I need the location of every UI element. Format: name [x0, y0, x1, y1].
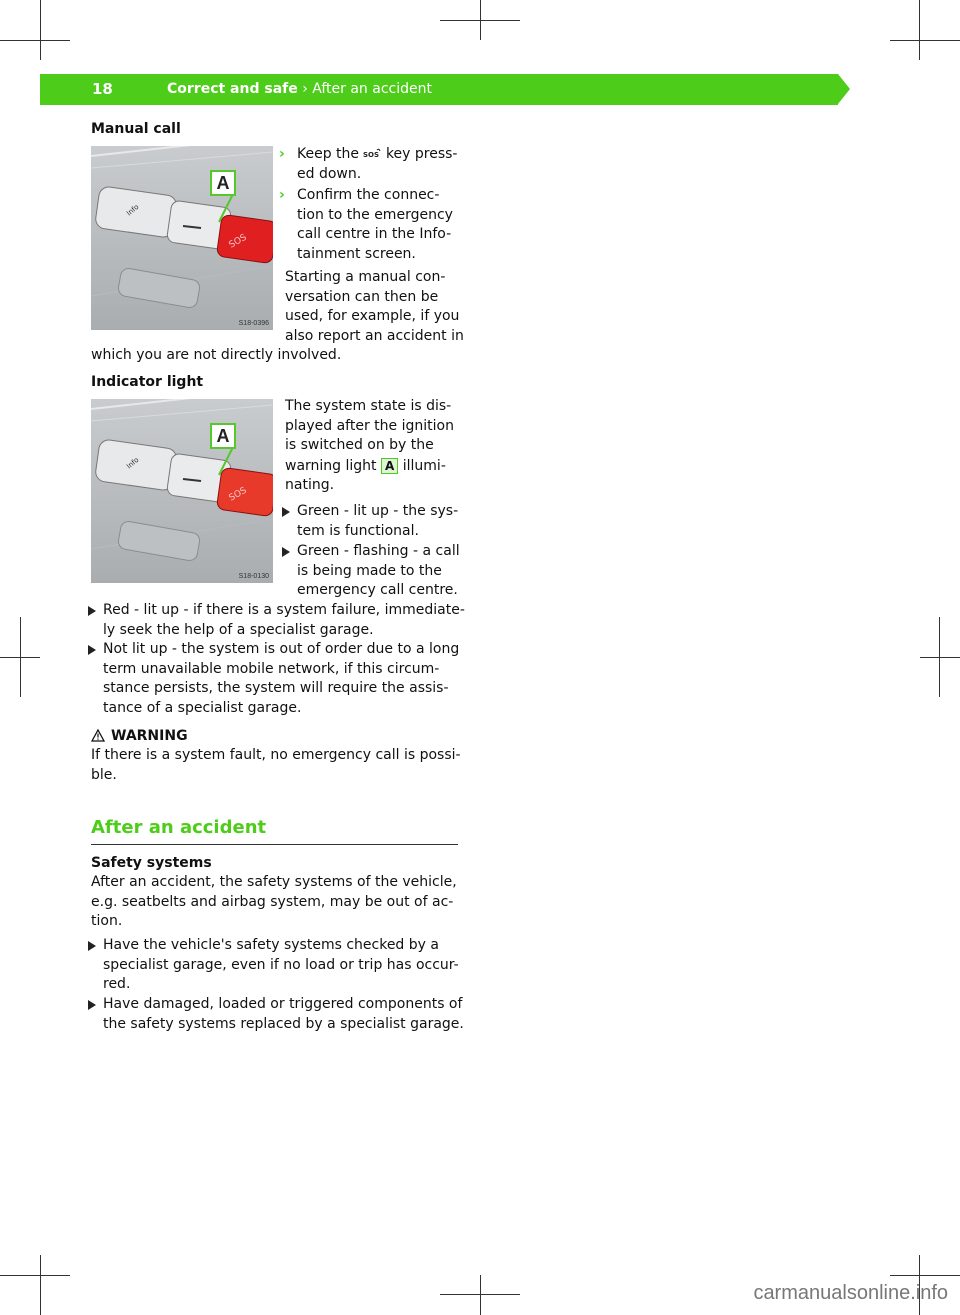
crop-mark	[480, 0, 481, 40]
svg-text:SOS: SOS	[227, 485, 249, 504]
safety-systems-heading: Safety systems	[91, 855, 212, 871]
svg-text:Info: Info	[125, 455, 141, 471]
manual-call-paragraph-tail: which you are not directly involved.	[91, 347, 342, 363]
crop-mark	[890, 40, 960, 41]
manual-call-heading: Manual call	[91, 121, 181, 137]
crop-mark	[890, 1275, 960, 1276]
svg-text:SOS: SOS	[363, 151, 380, 159]
step-item: › Confirm the connec- tion to the emergency call centre in the Info- tainment screen.	[279, 187, 453, 262]
crop-mark	[40, 0, 41, 60]
crop-mark	[0, 1275, 70, 1276]
figure-code: S18-0130	[238, 573, 269, 580]
page-number: 18	[92, 80, 113, 98]
crop-mark	[939, 617, 940, 697]
crop-mark	[480, 1275, 481, 1315]
manual-call-figure	[91, 146, 273, 330]
breadcrumb-separator: ›	[302, 81, 308, 97]
crop-mark	[40, 1255, 41, 1315]
chevron-right-icon: ›	[279, 146, 285, 162]
page-header-bar	[40, 74, 838, 105]
triangle-bullet-icon	[88, 645, 96, 655]
manual-call-paragraph: Starting a manual con- versation can then be used, for example, if you also report an accident in	[285, 269, 464, 344]
step-item: › Keep the SOS key press- ed down.	[279, 146, 458, 182]
safety-systems-intro: After an accident, the safety systems of the vehicle, e.g. seatbelts and airbag system, may be out of ac- tion.	[91, 874, 457, 929]
list-item: Have damaged, loaded or triggered components of the safety systems replaced by a specialist garage.	[103, 995, 465, 1034]
callout-a: A	[210, 170, 236, 196]
crop-mark	[920, 657, 960, 658]
list-item: Not lit up - the system is out of order due to a long term unavailable mobile network, if this circum- stance persists, the system will require the assis- tance of a specialist garage.	[103, 640, 465, 718]
crop-mark	[0, 40, 70, 41]
list-item: Red - lit up - if there is a system failure, immediate- ly seek the help of a specialist garage.	[103, 601, 465, 640]
list-item: Green - lit up - the sys- tem is functional.	[297, 502, 465, 541]
list-item: Have the vehicle's safety systems checked by a specialist garage, even if no load or trip has occur- red.	[103, 936, 465, 995]
overhead-console-illustration	[91, 146, 273, 330]
list-item: Green - flashing - a call is being made to the emergency call centre.	[297, 542, 465, 601]
svg-text:Info: Info	[125, 202, 141, 218]
chevron-right-icon: ›	[279, 187, 285, 203]
crop-mark	[919, 0, 920, 60]
overhead-console-illustration	[91, 399, 273, 583]
triangle-bullet-icon	[282, 547, 290, 557]
triangle-bullet-icon	[88, 1000, 96, 1010]
breadcrumb-section[interactable]: Correct and safe	[167, 81, 298, 97]
triangle-bullet-icon	[88, 941, 96, 951]
indicator-intro: The system state is dis- played after the ignition is switched on by the warning light A illumi- nating.	[285, 398, 454, 493]
watermark: carmanualsonline.info	[753, 1282, 948, 1304]
sos-key-icon	[363, 147, 381, 159]
warning-text: If there is a system fault, no emergency call is possi- ble.	[91, 747, 461, 783]
figure-code: S18-0396	[238, 320, 269, 327]
callout-a: A	[210, 423, 236, 449]
indicator-figure	[91, 399, 273, 583]
warning-light-a-reference: A	[381, 458, 398, 474]
triangle-bullet-icon	[282, 507, 290, 517]
section-heading: After an accident	[91, 817, 458, 845]
triangle-bullet-icon	[88, 606, 96, 616]
warning-title: WARNING	[91, 727, 188, 747]
breadcrumb	[167, 81, 432, 97]
indicator-heading: Indicator light	[91, 374, 204, 390]
crop-mark	[20, 617, 21, 697]
breadcrumb-subsection: After an accident	[312, 81, 432, 97]
svg-text:SOS: SOS	[227, 232, 249, 251]
warning-triangle-icon	[91, 729, 105, 742]
